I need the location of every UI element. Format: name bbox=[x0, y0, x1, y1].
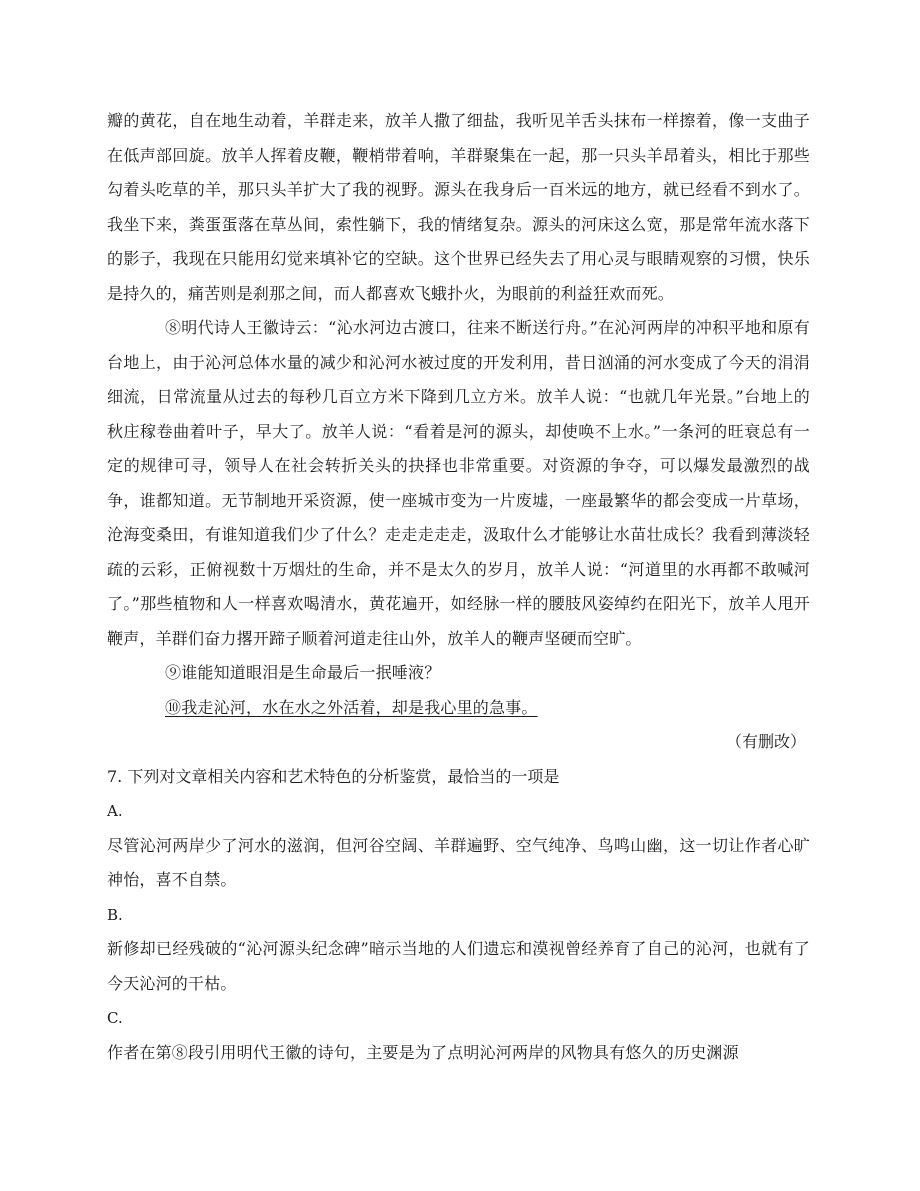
option-c-label: C. bbox=[107, 1009, 123, 1027]
option-a-text: 尽管沁河两岸少了河水的滋润，但河谷空阔、羊群遍野、空气纯净、鸟鸣山幽，这一切让作者心旷神怡，喜不自禁。 bbox=[107, 835, 810, 889]
source-note: （有删改） bbox=[725, 732, 806, 751]
option-a-label: A. bbox=[107, 802, 123, 820]
option-b-text: 新修却已经残破的“沁河源头纪念碑”暗示当地的人们遗忘和漠视曾经养育了自己的沁河，也就有了今天沁河的干枯。 bbox=[107, 939, 810, 993]
underlined-sentence: ⑩我走沁河，水在水之外活着，却是我心里的急事。 bbox=[165, 697, 538, 717]
passage-paragraph-9: ⑨谁能知道眼泪是生命最后一抿唾液？ bbox=[165, 663, 441, 682]
passage-paragraph-10 bbox=[107, 691, 810, 726]
question-stem: 7. 下列对文章相关内容和艺术特色的分析鉴赏，最恰当的一项是 bbox=[107, 766, 560, 786]
passage-paragraph-7-continued: 瓣的黄花，自在地生动着，羊群走来，放羊人撒了细盐，我听见羊舌头抹布一样擦着，像一支曲子在低声部回旋。放羊人挥着皮鞭，鞭梢带着响，羊群聚集在一起，那一只头羊昂着头，相比于那些勾着头吃草的羊，那只头羊扩大了我的视野。源头在我身后一百米远的地方，就已经看不到水了。我坐下来，粪蛋蛋落在草丛间，索性躺下，我的情绪复杂。源头的河床这么宽，那是常年流水落下的影子，我现在只能用幻觉来填补它的空缺。这个世界已经失去了用心灵与眼睛观察的习惯，快乐是持久的，痛苦则是刹那之间，而人都喜欢飞蛾扑火，为眼前的利益狂欢而死。 bbox=[107, 111, 810, 303]
passage-paragraph-8: ⑧明代诗人王徽诗云：“沁水河边古渡口，往来不断送行舟。”在沁河两岸的冲积平地和原有台地上，由于沁河总体水量的减少和沁河水被过度的开发利用，昔日汹涌的河水变成了今天的涓涓细流，日常流量从过去的每秒几百立方米下降到几立方米。放羊人说：“也就几年光景。”台地上的秋庄稼卷曲着叶子，早大了。放羊人说：“看着是河的源头，却使唤不上水。”一条河的旺衰总有一定的规律可寻，领导人在社会转折关头的抉择也非常重要。对资源的争夺，可以爆发最激烈的战争，谁都知道。无节制地开采资源，使一座城市变为一片废墟，一座最繁华的都会变成一片草场，沧海变桑田，有谁知道我们少了什么？走走走走走，汲取什么才能够让水苗壮成长？我看到薄淡轻疏的云彩，正俯视数十万烟灶的生命，并不是太久的岁月，放羊人说：“河道里的水再都不敢喊河了。”那些植物和人一样喜欢喝清水，黄花遍开，如经脉一样的腰肢风姿绰约在阳光下，放羊人甩开鞭声，羊群们奋力撂开蹄子顺着河道走往山外，放羊人的鞭声坚硬而空旷。 bbox=[107, 318, 810, 648]
option-b-label: B. bbox=[107, 905, 123, 924]
option-c-text: 作者在第⑧段引用明代王徽的诗句，主要是为了点明沁河两岸的风物具有悠久的历史渊源 bbox=[107, 1042, 739, 1062]
